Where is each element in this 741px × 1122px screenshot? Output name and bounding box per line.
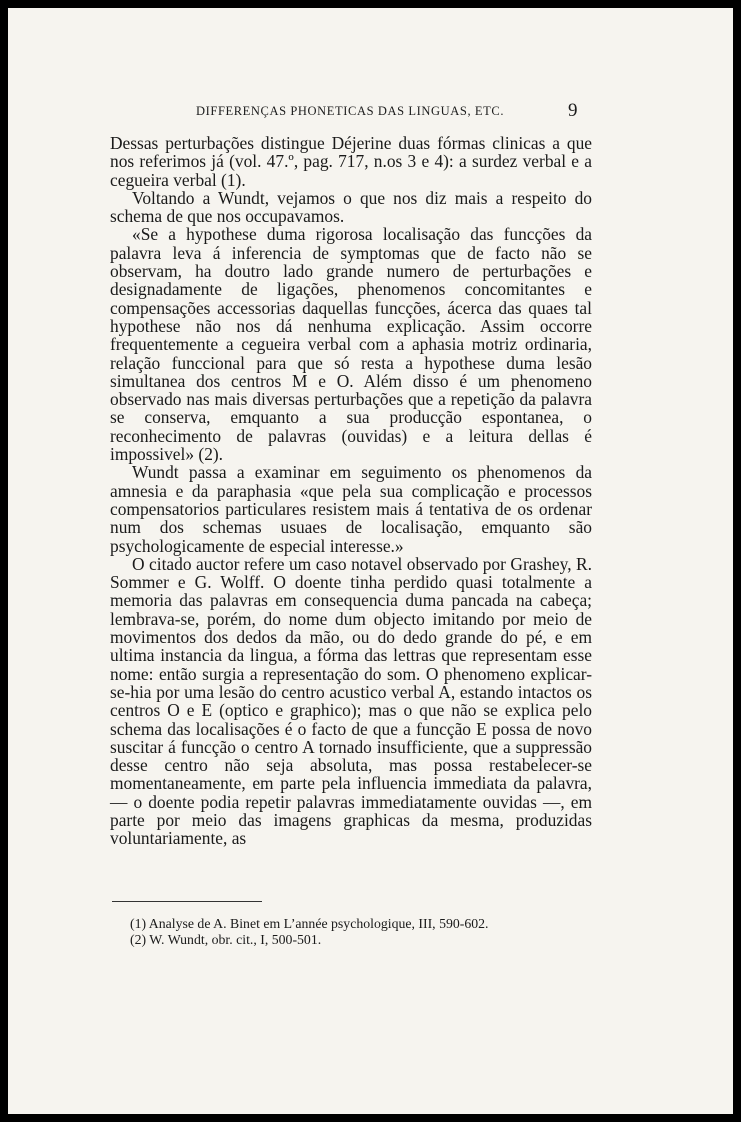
- footnote: (1) Analyse de A. Binet em L’année psychologique, III, 590-602.: [130, 916, 489, 931]
- page-number: 9: [568, 100, 578, 121]
- paragraph: «Se a hypothese duma rigorosa localisação das funcções da palavra leva á inferencia de symptomas que de facto não se observam, ha doutro lado grande numero de perturbações e designadamente de ligações, phenomenos concomitantes e compensações accessorias daquellas funcções, ácerca das quaes tal hypothese não nos dá nenhuma explicação. Assim occorre frequentemente a cegueira verbal com a aphasia motriz ordinaria, relação funccional para que só resta a hypothese duma lesão simultanea dos centros M e O. Além disso é um phenomeno observado nas mais diversas perturbações que a repetição da palavra se conserva, emquanto a sua producção espontanea, o reconhecimento de palavras (ouvidas) e a leitura dellas é impossivel» (2).: [110, 224, 592, 465]
- footnotes: [130, 916, 590, 948]
- paragraph: Voltando a Wundt, vejamos o que nos diz mais a respeito do schema de que nos occupavamos.: [110, 187, 592, 227]
- paragraph: Wundt passa a examinar em seguimento os phenomenos da amnesia e da paraphasia «que pela sua complicação e processos compensatorios particulares resistem mais á tentativa de os ordenar num dos schemas usuaes de localisação, emquanto são psychologicamente de especial interesse.»: [110, 462, 592, 556]
- paragraph: O citado auctor refere um caso notavel observado por Grashey, R. Sommer e G. Wolff. O doente tinha perdido quasi totalmente a memoria das palavras em consequencia duma pancada na cabeça; lembrava-se, porém, do nome dum objecto imitando por meio de movimentos dos dedos da mão, ou do dedo grande do pé, e em ultima instancia da lingua, a fórma das lettras que representam esse nome: então surgia a representação do som. O phenomeno explicar-se-hia por uma lesão do centro acustico verbal A, estando intactos os centros O e E (optico e graphico); mas o que não se explica pelo schema das localisações é o facto de que a funcção E possa de novo suscitar á funcção o centro A tornado insufficiente, que a suppressão desse centro não seja absoluta, mas possa restabelecer-se momentaneamente, em parte pela influencia immediata da palavra, — o doente podia repetir palavras immediatamente ouvidas —, em parte por meio das imagens graphicas da mesma, produzidas voluntariamente, as: [110, 553, 592, 849]
- footnote-divider: [112, 901, 262, 902]
- footnote: (2) W. Wundt, obr. cit., I, 500-501.: [130, 932, 322, 947]
- page-header: [8, 102, 733, 126]
- body-text: [110, 134, 592, 848]
- running-head: DIFFERENÇAS PHONETICAS DAS LINGUAS, ETC.: [196, 104, 505, 118]
- book-page: [8, 8, 733, 1114]
- paragraph: Dessas perturbações distingue Déjerine duas fórmas clinicas a que nos referimos já (vol. 47.º, pag. 717, n.os 3 e 4): a surdez verbal e a cegueira verbal (1).: [110, 133, 592, 190]
